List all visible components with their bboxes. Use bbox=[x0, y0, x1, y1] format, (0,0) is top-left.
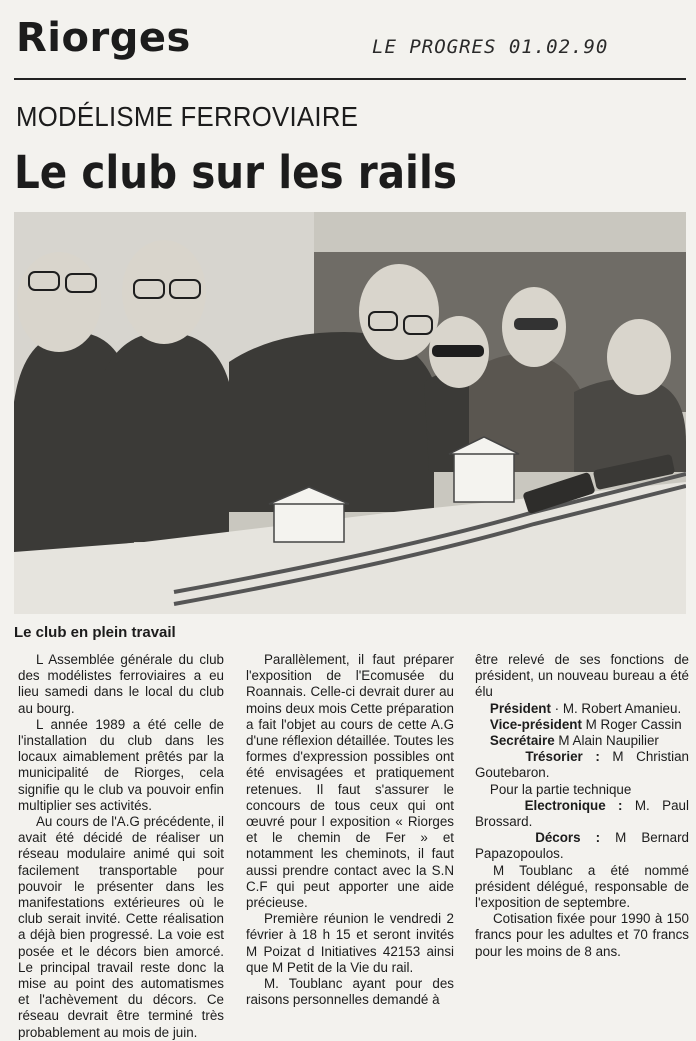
paragraph: Cotisation fixée pour 1990 à 150 francs pour les adultes et 70 francs pour les moins de 8 ans. bbox=[475, 911, 689, 959]
separator: · bbox=[550, 700, 563, 716]
bureau-technical-heading bbox=[475, 782, 689, 798]
article-column-2 bbox=[246, 652, 454, 1008]
member-name: M Bernard Papazopoulos. bbox=[475, 830, 689, 862]
member-name: M Roger Cassin bbox=[585, 716, 682, 732]
masthead-divider bbox=[14, 78, 686, 80]
paragraph: Parallèlement, il faut préparer l'exposition de l'Ecomusée du Roannais. Celle-ci devrait durer au moins deux mois Cette préparation a fait l'objet au cours de cette A.G d'une réflexion détaillée. Toutes les formes d'expression possibles ont été envisagées et pratiquement retenues. Il faut s'assurer le concours de tous ceux qui ont œuvré pour l exposition « Riorges et le chemin de Fer » et notamment les cheminots, il faut aussi prendre contact avec la S.N C.F qui peut apporter une aide précieuse. bbox=[246, 652, 454, 911]
bureau-entry-vice-president bbox=[475, 717, 689, 733]
role-label: Trésorier : bbox=[525, 749, 600, 765]
masthead-town: Riorges bbox=[16, 15, 191, 61]
role-label: Décors : bbox=[535, 830, 601, 846]
paragraph: Première réunion le vendredi 2 février à 18 h 15 et seront invités M Poizat d Initiatives 42153 ainsi que M Petit de la Vie du rail. bbox=[246, 911, 454, 975]
photo-caption: Le club en plein travail bbox=[14, 624, 176, 641]
role-label: Secrétaire bbox=[489, 733, 555, 749]
article-column-1 bbox=[18, 652, 224, 1041]
paragraph: L année 1989 a été celle de l'installation du club dans les locaux aimablement prêtés par la municipalité de Riorges, cela signifie qu le club va pouvoir enfin multiplier ses activités. bbox=[18, 716, 224, 813]
article-column-3 bbox=[475, 652, 689, 960]
role-label: Vice-président bbox=[489, 716, 582, 732]
member-name: M Christian Goutebaron. bbox=[475, 749, 689, 781]
paragraph: Au cours de l'A.G précédente, il avait été décidé de réaliser un réseau modulaire animé qui soit facilement transportable pour pouvoir le présenter dans les manifestations extérieures où le club serait invité. Cette réalisation a déjà bien progressé. La voie est posée et le décors bien amorcé. Le principal travail reste donc la mise au point des automatismes et l'achèvement du décors. Ce réseau devrait être terminé très probablement au mois de juin. bbox=[18, 814, 224, 1040]
separator bbox=[600, 749, 613, 764]
separator bbox=[600, 830, 615, 845]
paragraph: L Assemblée générale du club des modélistes ferroviaires a eu lieu samedi dans le local du club au bourg. bbox=[18, 652, 224, 716]
article-photo bbox=[14, 212, 686, 614]
role-label: Electronique : bbox=[524, 797, 623, 813]
paragraph: être relevé de ses fonctions de président, un nouveau bureau a été élu bbox=[475, 652, 689, 700]
handwritten-source-note: LE PROGRES 01.02.90 bbox=[372, 36, 609, 58]
bureau-entry-electronics bbox=[475, 798, 689, 830]
paragraph: M Toublanc a été nommé président délégué, responsable de l'exposition de septembre. bbox=[475, 862, 689, 911]
bureau-entry-treasurer bbox=[475, 749, 689, 781]
bureau-entry-president bbox=[475, 701, 689, 717]
article-kicker: MODÉLISME FERROVIAIRE bbox=[16, 101, 359, 132]
separator bbox=[623, 798, 635, 813]
article-headline: Le club sur les rails bbox=[14, 146, 457, 199]
bureau-entry-decors bbox=[475, 830, 689, 862]
role-label: Président bbox=[489, 700, 551, 716]
member-name: M Alain Naupilier bbox=[558, 733, 659, 749]
member-name: M. Robert Amanieu. bbox=[562, 700, 682, 716]
member-name: M. Paul Brossard. bbox=[475, 797, 689, 830]
technical-label: Pour la partie technique bbox=[489, 781, 632, 797]
bureau-entry-secretary bbox=[475, 733, 689, 749]
photo-illustration bbox=[14, 212, 686, 614]
paragraph: M. Toublanc ayant pour des raisons personnelles demandé à bbox=[246, 976, 454, 1008]
